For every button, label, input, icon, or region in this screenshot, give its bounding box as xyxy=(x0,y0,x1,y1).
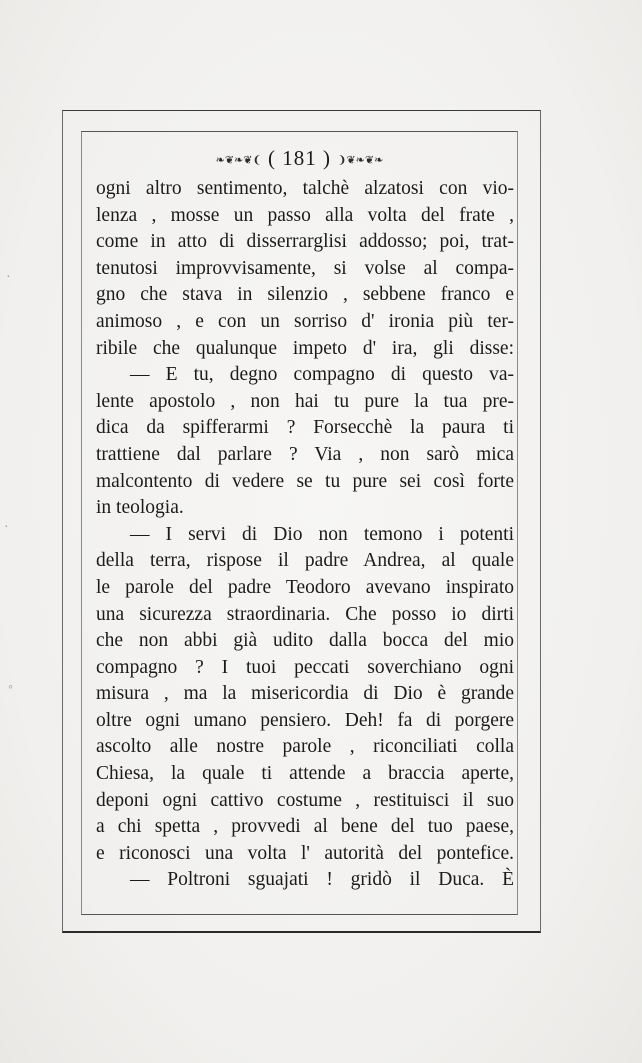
page-header xyxy=(81,146,518,171)
text-line: — E tu, degno compagno di questo va- xyxy=(130,364,514,386)
text-line: misura , ma la misericordia di Dio è grande xyxy=(96,683,514,705)
text-line: ascolto alle nostre parole , riconciliati colla xyxy=(96,736,514,758)
text-line: lenza , mosse un passo alla volta del frate , xyxy=(96,204,514,226)
text-line: malcontento di vedere se tu pure sei così forte xyxy=(96,470,514,492)
text-line: ogni altro sentimento, talchè alzatosi con vio- xyxy=(96,178,514,199)
header-ornament-left: ❧❦❧❦❨ xyxy=(215,154,262,167)
margin-blemish-3: ◦ xyxy=(8,680,13,695)
text-line: gno che stava in silenzio , sebbene franco e xyxy=(96,284,514,306)
margin-blemish-2: · xyxy=(4,520,9,535)
page-number: ( 181 ) xyxy=(268,146,331,170)
text-line: dica da spifferarmi ? Forsecchè la paura ti xyxy=(96,417,514,439)
text-line: — Poltroni sguajati ! gridò il Duca. È xyxy=(130,869,514,891)
text-line: deponi ogni cattivo costume , restituisci il suo xyxy=(96,789,514,811)
text-line: animoso , e con un sorriso d' ironia più ter- xyxy=(96,310,514,332)
text-line: — I servi di Dio non temono i potenti xyxy=(130,523,514,545)
header-ornament-right: ❩❦❧❦❧ xyxy=(337,154,384,167)
text-line: Chiesa, la quale ti attende a braccia aperte, xyxy=(96,763,514,785)
text-line: della terra, rispose il padre Andrea, al quale xyxy=(96,550,514,572)
text-line: in teologia. xyxy=(96,497,184,519)
text-line: lente apostolo , non hai tu pure la tua pre- xyxy=(96,390,514,412)
text-line: come in atto di disserrarglisi addosso; poi, trat- xyxy=(96,231,514,253)
text-line: a chi spetta , provvedi al bene del tuo paese, xyxy=(96,816,514,838)
margin-blemish-1: · xyxy=(6,270,11,285)
text-line: una sicurezza straordinaria. Che posso io dirti xyxy=(96,603,514,625)
body-text xyxy=(96,176,514,894)
text-line: oltre ogni umano pensiero. Deh! fa di porgere xyxy=(96,709,514,731)
text-line: ribile che qualunque impeto d' ira, gli disse: xyxy=(96,337,514,359)
text-line: e riconosci una volta l' autorità del pontefice. xyxy=(96,842,514,864)
text-line: trattiene dal parlare ? Via , non sarò mica xyxy=(96,443,514,465)
text-line: le parole del padre Teodoro avevano inspirato xyxy=(96,576,514,598)
text-line: che non abbi già udito dalla bocca del mio xyxy=(96,630,514,652)
text-line: tenutosi improvvisamente, si volse al compa- xyxy=(96,257,514,279)
text-line: compagno ? I tuoi peccati soverchiano ogni xyxy=(96,656,514,678)
